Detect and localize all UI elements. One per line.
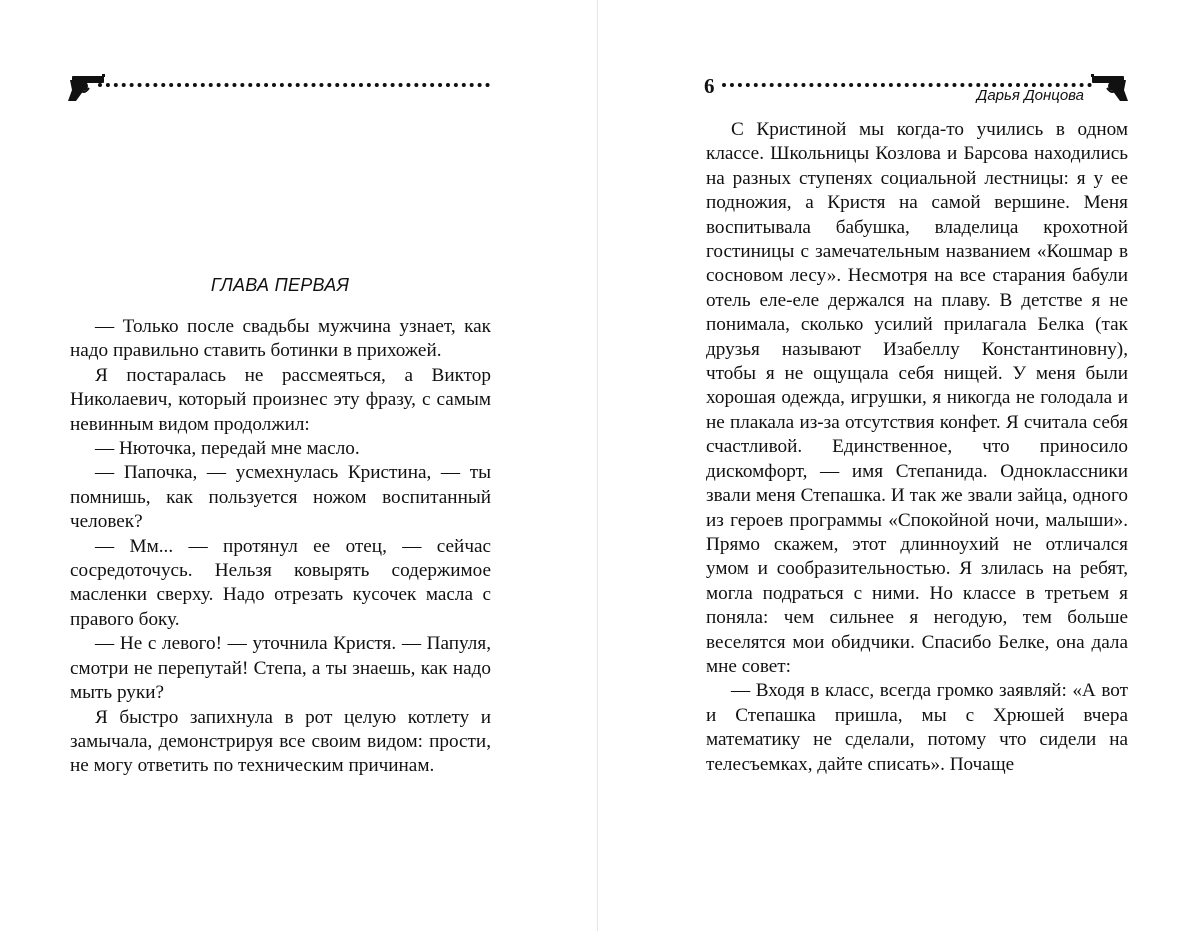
paragraph: — Мм... — протянул ее отец, — сейчас сосредоточусь. Нельзя ковырять содержимое масленки сверху. Надо отрезать кусочек масла с правого боку.: [70, 535, 491, 630]
chapter-title: ГЛАВА ПЕРВАЯ: [210, 275, 350, 295]
left-body-text: [70, 315, 491, 779]
paragraph: Я быстро запихнула в рот целую котлету и замычала, демонстрируя все своим видом: прости, не могу ответить по техническим причинам.: [70, 706, 491, 777]
page-number: 6: [704, 74, 715, 98]
paragraph: — Не с левого! — уточнила Кристя. — Папуля, смотри не перепутай! Степа, а ты знаешь, как надо мыть руки?: [70, 633, 491, 704]
paragraph: Я постаралась не рассмеяться, а Виктор Николаевич, который произнес эту фразу, с самым невинным видом продолжил:: [70, 364, 491, 435]
paragraph: — Только после свадьбы мужчина узнает, как надо правильно ставить ботинки в прихожей.: [70, 316, 491, 362]
right-body-text: [706, 118, 1128, 777]
running-head-author: Дарья Донцова: [976, 87, 1084, 104]
paragraph: — Нюточка, передай мне масло.: [95, 438, 360, 460]
right-page: [598, 0, 1194, 931]
paragraph: — Папочка, — усмехнулась Кристина, — ты помнишь, как пользуется ножом воспитанный человек?: [70, 462, 491, 533]
revolver-icon: [66, 74, 106, 102]
revolver-icon: [1090, 74, 1130, 102]
dotted-rule: [98, 83, 490, 87]
paragraph: — Входя в класс, всегда громко заявляй: «А вот и Степашка пришла, мы с Хрюшей вчера математику не сделали, потому что сидели на телесъемках, дайте списать». Почаще: [706, 680, 1128, 775]
paragraph: С Кристиной мы когда-то учились в одном классе. Школьницы Козлова и Барсова находились на разных ступенях социальной лестницы: я у ее подножия, а Кристя на самой вершине. Меня воспитывала бабушка, владелица крохотной гостиницы с замечательным названием «Кошмар в сосновом лесу». Несмотря на все старания бабули отель еле-еле держался на плаву. В детстве я не понимала, сколько усилий прилагала Белка (так друзья называют Изабеллу Константиновну), чтобы я не ощущала себя нищей. У меня были хорошая одежда, игрушки, я никогда не голодала и не плакала из-за отсутствия конфет. Я считала себя счастливой. Единственное, что приносило дискомфорт, — имя Степанида. Одноклассники звали меня Степашка. И так же звали зайца, одного из героев программы «Спокойной ночи, малыши». Прямо скажем, этот длинноухий не отличался умом и сообразительностью. Я злилась на ребят, могла подраться с ними. Но классе в третьем я поняла: чем сильнее я негодую, тем больше веселятся мои обидчики. Спасибо Белке, она дала мне совет:: [706, 119, 1128, 677]
